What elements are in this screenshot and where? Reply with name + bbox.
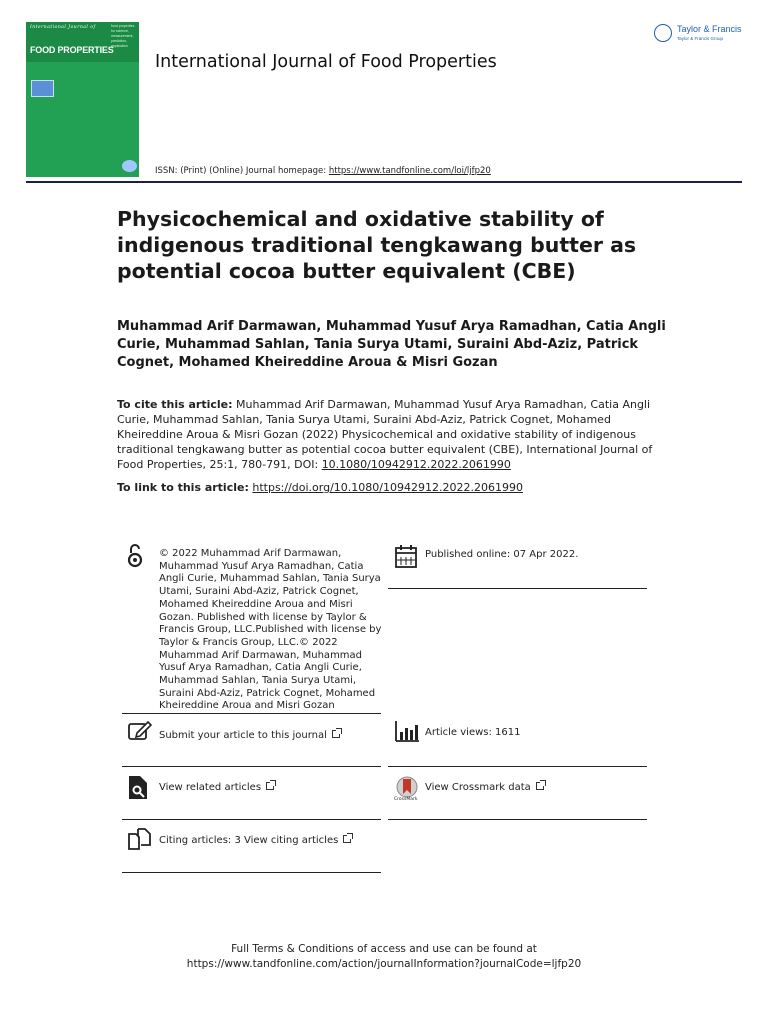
crossmark-link[interactable] <box>425 782 544 793</box>
crossmark-icon[interactable] <box>396 776 418 798</box>
open-access-icon <box>127 543 143 569</box>
cell-divider <box>122 872 381 873</box>
publisher-sub: Taylor & Francis Group <box>677 36 724 41</box>
crossmark-logo-text: CrossMark <box>394 797 418 802</box>
submit-article-link[interactable] <box>159 730 340 741</box>
issn-prefix: ISSN: (Print) (Online) Journal homepage: <box>155 166 327 176</box>
article-link-line <box>117 481 523 494</box>
cite-label: To cite this article: <box>117 398 233 411</box>
publisher-logo-icon <box>654 24 672 42</box>
article-authors: Muhammad Arif Darmawan, Muhammad Yusuf Arya Ramadhan, Catia Angli Curie, Muhammad Sahlan, Tania Surya Utami, Suraini Abd-Aziz, Patrick Cognet, Mohamed Kheireddine Aroua & Misri Gozan <box>117 319 666 370</box>
article-doi-url[interactable]: https://doi.org/10.1080/10942912.2022.2061990 <box>252 481 523 494</box>
citation-block <box>117 397 657 472</box>
publisher-name: Taylor & Francis <box>677 24 742 34</box>
cell-divider <box>388 819 647 820</box>
citing-documents-icon[interactable] <box>128 828 152 850</box>
bar-chart-icon <box>395 721 419 742</box>
doi-link[interactable]: 10.1080/10942912.2022.2061990 <box>321 458 511 471</box>
journal-cover-image <box>26 22 139 177</box>
cover-graphic <box>31 80 54 97</box>
cover-small-text: International Journal of <box>30 25 96 30</box>
search-document-icon[interactable] <box>128 775 148 800</box>
journal-title: International Journal of Food Properties <box>155 52 497 72</box>
cite-text: Muhammad Arif Darmawan, Muhammad Yusuf Arya Ramadhan, Catia Angli Curie, Muhammad Sahlan, Tania Surya Utami, Suraini Abd-Aziz, Patrick Cognet, Mohamed Kheireddine Aroua & Misri Gozan (2022) Physicochemical and oxidative stability of indigenous traditional tengkawang butter as potential cocoa butter equivalent (CBE), International Journal of Food Properties, 25:1, 780-791, DOI: <box>117 398 653 471</box>
submit-article-label: Submit your article to this journal <box>159 730 327 741</box>
edit-icon[interactable] <box>128 721 152 741</box>
calendar-icon <box>395 544 417 568</box>
article-views: Article views: 1611 <box>425 727 521 738</box>
copyright-text: © 2022 Muhammad Arif Darmawan, Muhammad Yusuf Arya Ramadhan, Catia Angli Curie, Muhammad Sahlan, Tania Surya Utami, Suraini Abd-Aziz, Patrick Cognet, Mohamed Kheireddine Aroua and Misri Gozan. Published with license by Taylor & Francis Group, LLC.Published with license by Taylor & Francis Group, LLC.© 2022 Muhammad Arif Darmawan, Muhammad Yusuf Arya Ramadhan, Catia Angli Curie, Muhammad Sahlan, Tania Surya Utami, Suraini Abd-Aziz, Patrick Cognet, Mohamed Kheireddine Aroua and Misri Gozan <box>159 548 382 712</box>
journal-homepage-link[interactable]: https://www.tandfonline.com/loi/ljfp20 <box>328 166 491 176</box>
cell-divider <box>388 588 647 589</box>
cell-divider <box>122 713 381 714</box>
external-link-icon <box>536 782 544 790</box>
citing-articles-link[interactable] <box>159 835 351 846</box>
citing-articles-label: Citing articles: 3 View citing articles <box>159 835 339 846</box>
cell-divider <box>122 819 381 820</box>
article-title: Physicochemical and oxidative stability of indigenous traditional tengkawang butter as potential cocoa butter equivalent (CBE) <box>117 207 637 283</box>
header-divider <box>26 181 742 183</box>
cell-divider <box>388 766 647 767</box>
cover-publisher-logo <box>122 160 137 172</box>
published-date: Published online: 07 Apr 2022. <box>425 549 579 560</box>
external-link-icon <box>266 782 274 790</box>
link-label: To link to this article: <box>117 481 249 494</box>
related-articles-link[interactable] <box>159 782 274 793</box>
external-link-icon <box>343 835 351 843</box>
terms-line-1: Full Terms & Conditions of access and use can be found at <box>231 943 537 955</box>
cover-side-text: food properties for science, measurement, prediction, application <box>111 24 135 48</box>
terms-url[interactable]: https://www.tandfonline.com/action/journalInformation?journalCode=ljfp20 <box>186 958 582 970</box>
related-articles-label: View related articles <box>159 782 262 793</box>
issn-line <box>155 166 491 176</box>
cell-divider <box>122 766 381 767</box>
external-link-icon <box>332 730 340 738</box>
terms-footer <box>0 942 768 972</box>
crossmark-label: View Crossmark data <box>425 782 531 793</box>
cover-big-text: FOOD PROPERTIES <box>30 45 114 55</box>
